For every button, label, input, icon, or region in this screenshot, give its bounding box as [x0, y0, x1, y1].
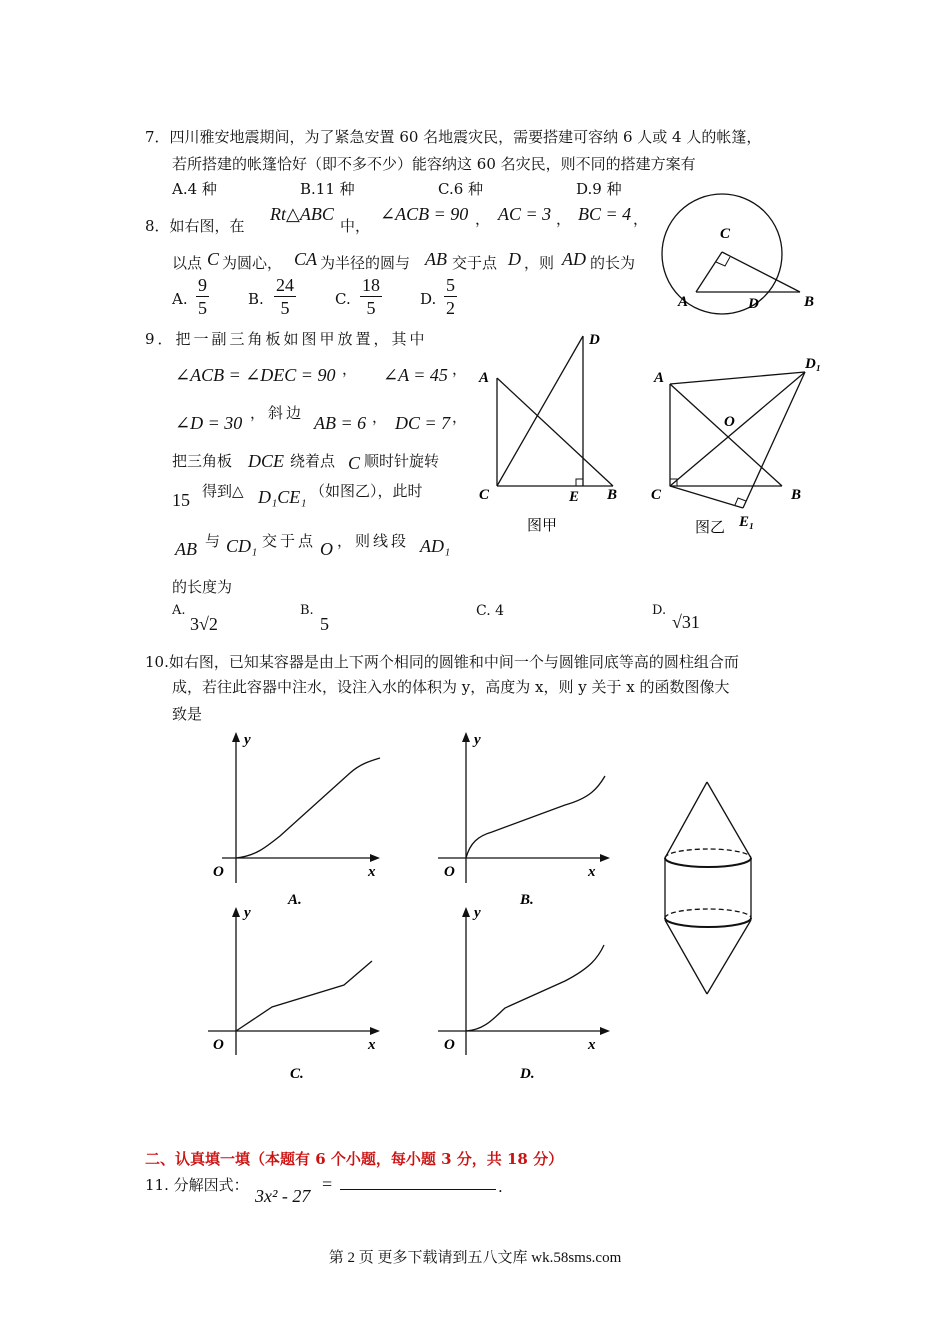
q9-jia-label-e: E [569, 489, 580, 505]
q7-line1: 7．四川雅安地震期间，为了紧急安置 60 名地震灾民，需要搭建可容纳 6 人或 4 人的帐篷， [145, 128, 762, 146]
q9-yi-cd1 [670, 372, 805, 486]
q9-rot1: 把三角板 [172, 452, 233, 470]
q7-option-c: C.6 种 [438, 180, 484, 198]
y-axis-arrow [232, 907, 240, 917]
q8-label-a: A [678, 294, 689, 310]
axis-y-label: y [244, 905, 251, 921]
q8-option-b-fraction [274, 274, 296, 319]
q8-sep3: ， [633, 210, 649, 228]
q7-option-a: A.4 种 [172, 180, 217, 198]
q8-label-c: C [720, 226, 731, 242]
q9-rot3: 顺时针旋转 [364, 452, 440, 470]
q9-option-b-label: B. [300, 603, 314, 618]
axis-x-label: x [368, 864, 376, 880]
q9-comma2: ， [452, 360, 468, 378]
q11-answer-blank[interactable] [340, 1189, 496, 1190]
x-axis-arrow [370, 854, 380, 862]
q9-jia-right-angle [576, 479, 583, 486]
q9-len: 的长度为 [172, 578, 233, 596]
q9-yi-label-e1: E₁ [739, 514, 755, 530]
numerator: 5 [446, 275, 455, 295]
q8-ab: AB [425, 249, 447, 269]
q9-angle-a: ∠A = 45 [383, 365, 448, 385]
q9-seg: ，则线段 [337, 532, 410, 550]
q9-jia-label-d: D [589, 332, 600, 348]
curve-a [236, 758, 380, 858]
q11-text: 11. 分解因式： [145, 1176, 249, 1194]
q9-point-c: C [348, 453, 361, 473]
q7-option-d: D.9 种 [576, 180, 622, 198]
q9-yi-label-o: O [724, 414, 735, 430]
axis-x-label: x [588, 864, 596, 880]
axis-x-label: x [368, 1037, 376, 1053]
origin-label: O [444, 1037, 455, 1053]
axis-y-label: y [244, 732, 251, 748]
q7-line2: 若所搭建的帐篷恰好（即不多不少）能容纳这 60 名灾民，则不同的搭建方案有 [172, 155, 696, 173]
q8-label-b: B [804, 294, 815, 310]
upper-cone-right [707, 782, 751, 858]
q8-option-a-fraction [196, 274, 209, 319]
x-axis-arrow [370, 1027, 380, 1035]
lower-ellipse-back [665, 909, 751, 918]
q9-yi-ce1 [670, 486, 743, 508]
q8-side-cb [722, 252, 800, 292]
numerator: 9 [198, 275, 207, 295]
q9-line1: 9．把一副三角板如图甲放置，其中 [145, 330, 428, 348]
y-axis-arrow [232, 732, 240, 742]
q10-graph-d [430, 903, 630, 1088]
q9-jia-ab [497, 378, 613, 486]
origin-label: O [213, 1037, 224, 1053]
q9-option-c: C. 4 [476, 603, 505, 619]
numerator: 18 [362, 275, 380, 295]
q9-ab6: AB = 6 [314, 413, 367, 433]
q8-line2-e: ，则 [524, 254, 555, 272]
q9-option-a-label: A. [172, 603, 186, 618]
q9-dce: DCE [248, 451, 284, 471]
q7-option-b: B.11 种 [300, 180, 355, 198]
q9-ab: AB [175, 539, 197, 559]
q9-slant: ，斜边 [250, 404, 305, 422]
page-footer: 第 2 页 更多下载请到五八文库 wk.58sms.com [328, 1250, 622, 1266]
q8-line2-d: 交于点 [452, 254, 498, 272]
q8-option-c-label: C. [335, 290, 351, 308]
q9-jia-dc [497, 336, 583, 486]
axis-x-label: x [588, 1037, 596, 1053]
q8-point-c: C [207, 249, 220, 269]
q9-rot2: 绕着点 [290, 452, 336, 470]
q8-line2-b: 为圆心， [222, 254, 283, 272]
axis-y-label: y [474, 905, 481, 921]
x-axis-arrow [600, 1027, 610, 1035]
lower-cone-right [707, 920, 751, 994]
q9-jia-label-a: A [479, 370, 490, 386]
q8-line2-a: 以点 [172, 254, 203, 272]
q9-paren: （如图乙），此时 [310, 482, 423, 500]
q9-yi-ab [670, 384, 782, 486]
denominator: 5 [366, 298, 376, 318]
graph-b-label: B. [520, 892, 534, 908]
q9-option-a-value: 3√2 [190, 614, 218, 634]
graph-a-label: A. [288, 892, 302, 908]
denominator: 2 [446, 298, 455, 318]
axis-y-label: y [474, 732, 481, 748]
upper-cone-left [665, 782, 707, 858]
q9-figure-yi [645, 352, 835, 542]
q9-d1ce1: D₁CE₁ [258, 487, 307, 507]
graph-c-label: C. [290, 1066, 304, 1082]
section-2-heading: 二、认真填一填（本题有 6 个小题，每小题 3 分，共 18 分） [145, 1150, 564, 1168]
lower-ellipse-front [665, 918, 751, 927]
curve-d [466, 945, 604, 1031]
q9-ad1: AD₁ [420, 536, 451, 556]
q8-option-d-fraction [444, 274, 457, 319]
q8-side-ca [696, 252, 722, 292]
q9-dc7: DC = 7 [395, 413, 451, 433]
q9-eq1: ∠ACB = ∠DEC = 90 [175, 365, 336, 385]
q8-ca: CA [294, 249, 318, 269]
q8-option-a-label: A. [172, 290, 188, 308]
q9-got: 得到△ [202, 482, 244, 500]
q9-yi-ad1 [670, 372, 805, 384]
q10-graph-c [200, 903, 400, 1088]
q9-meet: 交于点 [262, 532, 317, 550]
q9-yi-label-c: C [651, 487, 662, 503]
q8-label-d: D [748, 296, 759, 312]
q10-graph-b [430, 728, 630, 913]
q9-point-o: O [320, 539, 333, 559]
curve-c [236, 961, 372, 1031]
q9-option-d-value: √31 [672, 612, 700, 632]
q8-cond-ac: AC = 3 [498, 204, 552, 224]
q9-jia-caption: 图甲 [527, 518, 558, 534]
q8-line2-f: 的长为 [590, 254, 636, 272]
q8-rt-triangle: Rt△ABC [270, 204, 334, 224]
denominator: 5 [198, 298, 207, 318]
q8-sep1: ， [475, 210, 491, 228]
upper-ellipse-back [665, 849, 751, 858]
q9-yi-label-d1: D₁ [805, 356, 822, 372]
q8-point-d: D [508, 249, 521, 269]
numerator: 24 [276, 275, 294, 295]
q9-angle-d: ∠D = 30 [175, 413, 243, 433]
q9-yi-label-a: A [654, 370, 665, 386]
q9-jia-label-c: C [479, 487, 490, 503]
q9-comma1: ， [342, 360, 358, 378]
q10-container-figure [655, 780, 765, 1000]
origin-label: O [213, 864, 224, 880]
q11-expression: 3x² - 27 [255, 1186, 311, 1206]
q8-sep2: ， [556, 210, 572, 228]
q8-ad: AD [562, 249, 586, 269]
q9-yi-caption: 图乙 [695, 520, 726, 536]
q9-degree: 15 [172, 490, 190, 510]
q9-comma4: ， [452, 408, 468, 426]
lower-cone-left [665, 920, 707, 994]
q8-mid: 中， [340, 217, 371, 235]
q9-option-b-value: 5 [320, 614, 329, 634]
q9-figure-jia [475, 330, 635, 540]
q9-cd1: CD₁ [226, 536, 258, 556]
x-axis-arrow [600, 854, 610, 862]
q8-figure [660, 180, 830, 320]
q8-option-d-label: D. [420, 290, 437, 308]
curve-b [466, 776, 605, 858]
graph-d-label: D. [520, 1066, 535, 1082]
q8-cond-bc: BC = 4 [578, 204, 632, 224]
q9-comma3: ， [372, 408, 388, 426]
q8-cond-angle: ∠ACB = 90 [380, 204, 469, 224]
upper-ellipse-front [665, 858, 751, 867]
q8-option-c-fraction [360, 274, 382, 319]
q9-yi-label-b: B [791, 487, 802, 503]
q10-graph-a [200, 728, 400, 913]
y-axis-arrow [462, 907, 470, 917]
q10-line1: 10.如右图，已知某容器是由上下两个相同的圆锥和中间一个与圆锥同底等高的圆柱组合而 [145, 653, 739, 671]
q10-line2: 成，若往此容器中注水，设注入水的体积为 y，高度为 x，则 y 关于 x 的函数图像大 [172, 678, 730, 696]
q9-and: 与 [205, 532, 221, 550]
q9-option-d-label: D. [652, 603, 667, 618]
q9-jia-label-b: B [607, 487, 618, 503]
q8-intro: 8．如右图，在 [145, 217, 245, 235]
q8-line2-c: 为半径的圆与 [320, 254, 411, 272]
q11-equals: = [322, 1174, 333, 1194]
denominator: 5 [280, 298, 290, 318]
y-axis-arrow [462, 732, 470, 742]
origin-label: O [444, 864, 455, 880]
q11-end: . [498, 1178, 503, 1196]
q10-line3: 致是 [172, 705, 203, 723]
q8-option-b-label: B. [248, 290, 264, 308]
